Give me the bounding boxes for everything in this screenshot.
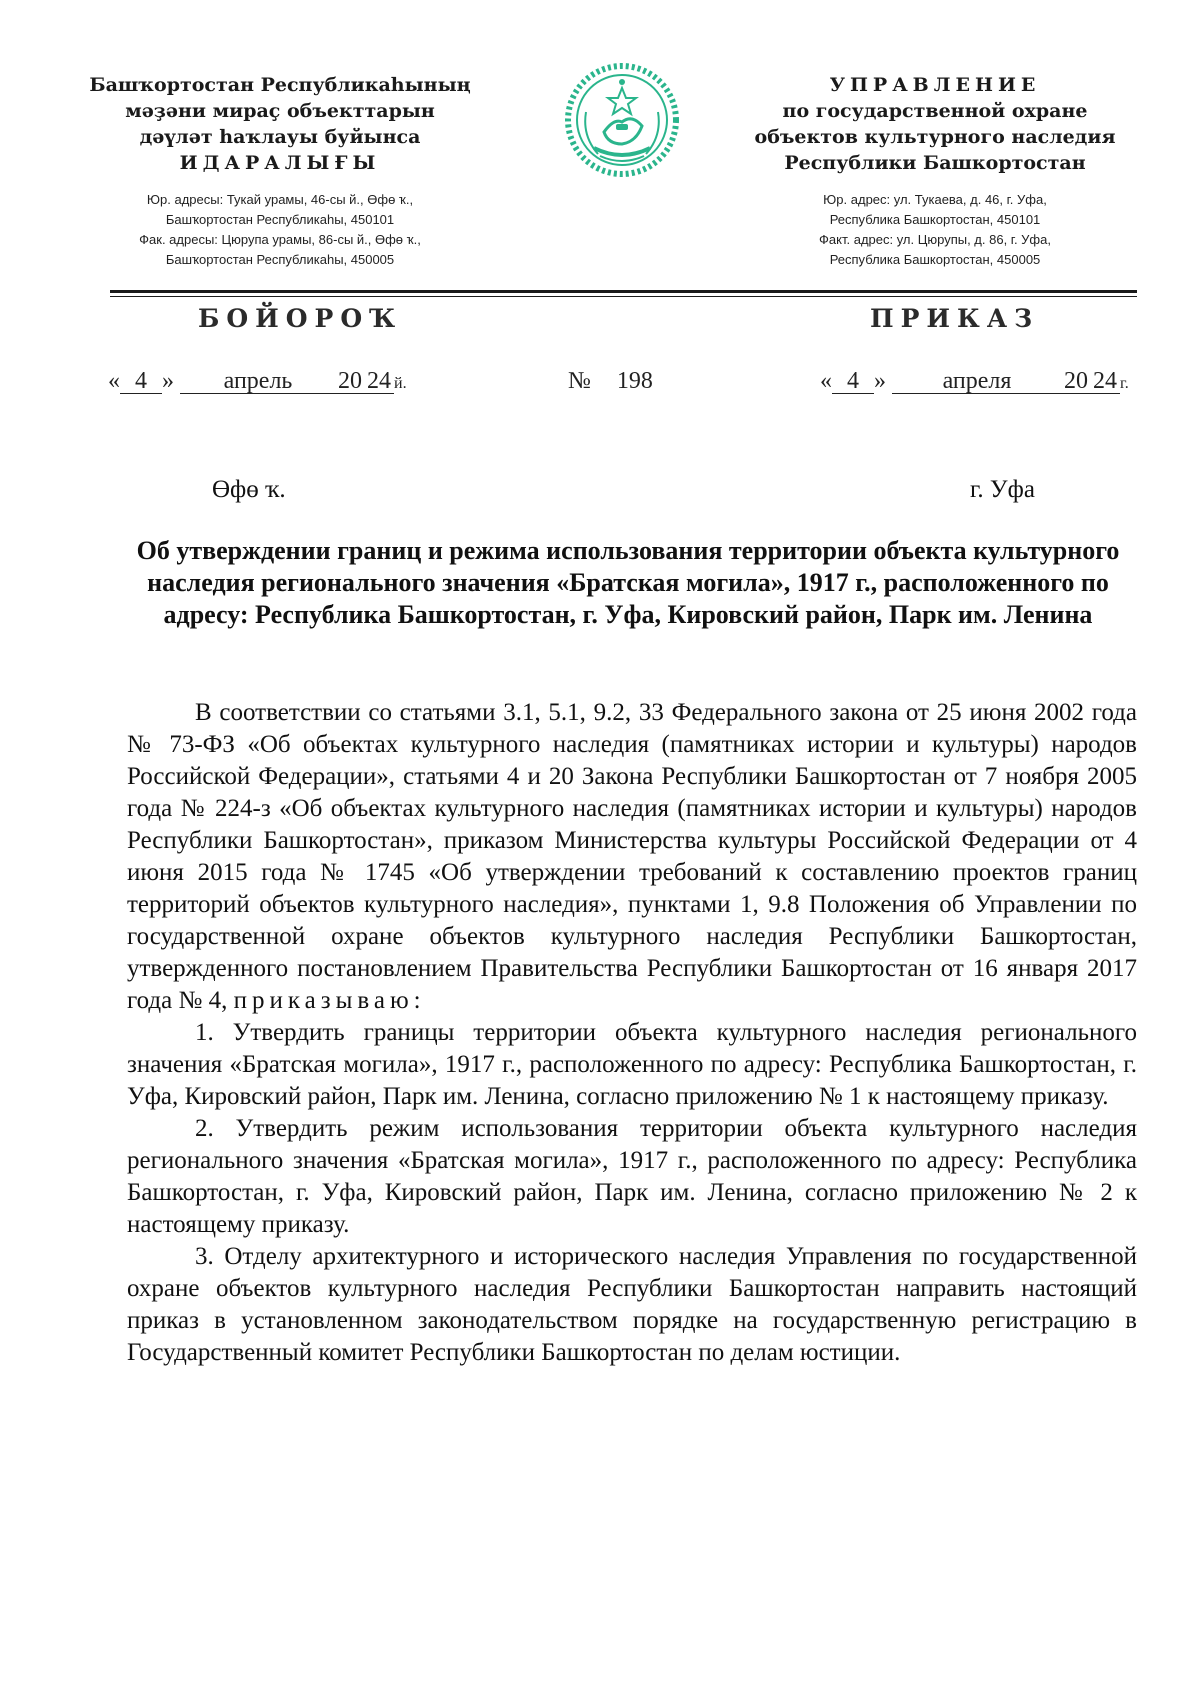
agency-name-line: объектов культурного наследия (754, 126, 1116, 148)
date-day: 4 (120, 369, 162, 394)
date-russian (820, 368, 1129, 395)
date-day: 4 (832, 369, 874, 394)
agency-name-line: дәүләт һаҡлауы буйынса (139, 126, 421, 148)
date-year-prefix: 20 (338, 368, 362, 394)
agency-name-line: ИДАРАЛЫҒЫ (179, 152, 381, 174)
header-divider (110, 290, 1137, 293)
header-divider-thin (110, 296, 1137, 297)
agency-name-line: мәҙәни мираҫ объекттарын (125, 100, 435, 122)
order-body (127, 697, 1137, 1369)
agency-name-line: УПРАВЛЕНИЕ (829, 74, 1041, 96)
address-block (80, 190, 480, 270)
address-line: Юр. адрес: ул. Тукаева, д. 46, г. Уфа, (823, 192, 1047, 207)
preamble-text: В соответствии со статьями 3.1, 5.1, 9.2, 33 Федерального закона от 25 июня 2002 года № 73-ФЗ «Об объектах культурного наследия (памятниках истории и культуры) народов Российской Федерации», статьями 4 и 20 Закона Республики Башкортостан от 7 ноября 2005 года № 224-з «Об объектах культурного наследия (памятниках истории и культуры) народов Республики Башкортостан», приказом Министерства культуры Российской Федерации от 4 июня 2015 года № 1745 «Об утверждении требований к составлению проектов границ территорий объектов культурного наследия», пунктами 1, 9.8 Положения об Управлении по государственной охране объектов культурного наследия Республики Башкортостан, утвержденного постановлением Правительства Республики Башкортостан от 16 января 2017 года № 4, (127, 699, 1137, 1014)
preamble-paragraph (127, 697, 1137, 1017)
quote-close: » (162, 368, 174, 394)
date-unit: й. (394, 375, 407, 392)
address-line: Фак. адресы: Цюрупа урамы, 86-сы й., Өфө ҡ., (139, 232, 421, 247)
date-year-prefix: 20 (1064, 368, 1088, 394)
order-number (568, 368, 653, 395)
order-item: 1. Утвердить границы территории объекта культурного наследия регионального значения «Братская могила», 1917 г., расположенного по адресу: Республика Башкортостан, г. Уфа, Кировский район, Парк им. Ленина, согласно приложению № 1 к настоящему приказу. (127, 1019, 1137, 1110)
header-left (80, 72, 480, 270)
order-item: 2. Утвердить режим использования территории объекта культурного наследия регионального значения «Братская могила», 1917 г., расположенного по адресу: Республика Башкортостан, г. Уфа, Кировский район, Парк им. Ленина, согласно приложению № 2 к настоящему приказу. (127, 1115, 1137, 1238)
date-year-suffix: 24 (364, 369, 394, 394)
doc-type-bashkir: БОЙОРОҠ (198, 304, 403, 333)
bashkortostan-coat-of-arms-icon (564, 62, 680, 178)
order-word: приказываю: (233, 987, 426, 1014)
address-line: Факт. адрес: ул. Цюрупы, д. 86, г. Уфа, (819, 232, 1051, 247)
date-month: апреля (892, 369, 1062, 394)
city-russian: г. Уфа (970, 476, 1035, 503)
quote-close: » (874, 368, 886, 394)
address-block (740, 190, 1130, 270)
address-line: Башҡортостан Республикаһы, 450005 (165, 252, 395, 267)
date-bashkir (108, 368, 407, 395)
quote-open: « (108, 368, 120, 394)
header-right (740, 72, 1130, 270)
agency-name-line: по государственной охране (782, 100, 1088, 122)
number-value: 198 (616, 368, 653, 394)
agency-name-line: Башҡортостан Республикаһының (89, 74, 471, 96)
agency-name-line: Республики Башкортостан (784, 152, 1086, 174)
address-line: Башҡортостан Республикаһы, 450101 (165, 212, 395, 227)
address-line: Юр. адресы: Тукай урамы, 46-сы й., Өфө ҡ., (146, 192, 414, 207)
date-unit: г. (1120, 375, 1129, 392)
order-title: Об утверждении границ и режима использования территории объекта культурного наследия регионального значения «Братская могила», 1917 г., расположенного по адресу: Республика Башкортостан, г. Уфа, Кировский район, Парк им. Ленина (136, 536, 1120, 629)
number-sign: № (568, 368, 591, 394)
date-year-suffix: 24 (1090, 369, 1120, 394)
doc-type-russian: ПРИКАЗ (870, 304, 1040, 333)
address-line: Республика Башкортостан, 450101 (829, 212, 1041, 227)
address-line: Республика Башкортостан, 450005 (829, 252, 1041, 267)
date-month: апрель (180, 369, 336, 394)
order-item: 3. Отделу архитектурного и исторического наследия Управления по государственной охране объектов культурного наследия Республики Башкортостан направить настоящий приказ в установленном законодательством порядке на государственную регистрацию в Государственный комитет Республики Башкортостан по делам юстиции. (127, 1243, 1137, 1366)
quote-open: « (820, 368, 832, 394)
city-bashkir: Өфө ҡ. (212, 476, 286, 503)
